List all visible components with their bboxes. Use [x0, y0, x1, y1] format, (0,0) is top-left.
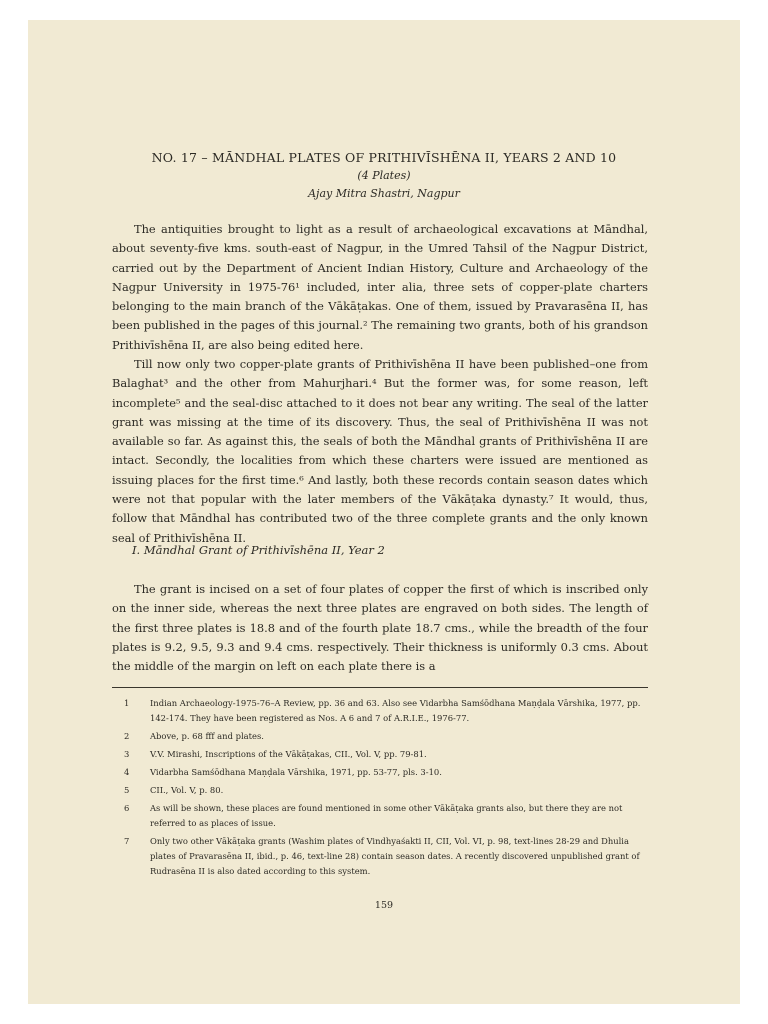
footnote: [124, 765, 644, 780]
page-number: 159: [374, 900, 394, 911]
footnote-divider: [112, 687, 648, 688]
footnote-number: 5: [124, 785, 130, 795]
footnote-text: Only two other Vākāṭaka grants (Washim plates of Vindhyaśakti II, CII, Vol. VI, p. 98, text-lines 28-29 and Dhulia plates of Pravarasēna II, ibid., p. 46, text-line 28) contain season dates. A recently discovered unpublished grant of Rudrasēna II is also dated according to this system.: [150, 836, 640, 876]
footnote-text: As will be shown, these places are found mentioned in some other Vākāṭaka grants also, but there they are not referred to as places of issue.: [150, 803, 623, 828]
footnote: [124, 801, 644, 831]
footnote: [124, 696, 644, 726]
footnote-number: 6: [124, 803, 130, 813]
footnote-number: 2: [124, 731, 130, 741]
footnote: [124, 729, 644, 744]
article-title: NO. 17 – MĀNDHAL PLATES OF PRITHIVĪSHĒNA II, YEARS 2 AND 10: [151, 150, 617, 165]
footnote-number: 1: [124, 698, 130, 708]
paragraph-grants: Till now only two copper-plate grants of Prithivīshēna II have been published–one from Balaghat³ and the other from Mahurjhari.⁴ But the former was, for some reason, left incomplete⁵ and the seal-disc attached to it does not bear any writing. The seal of the latter grant was missing at the time of its discovery. Thus, the seal of Prithivīshēna II was not available so far. As against this, the seals of both the Māndhal grants of Prithivīshēna II are intact. Secondly, the localities from which these charters were issued are mentioned as issuing places for the first time.⁶ And lastly, both these records contain season dates which were not that popular with the later members of the Vākāṭaka dynasty.⁷ It would, thus, follow that Māndhal has contributed two of the three complete grants and the only known seal of Prithivīshēna II.: [112, 357, 648, 545]
section-heading: I. Māndhal Grant of Prithivīshēna II, Year 2: [132, 543, 385, 557]
paragraph-grant-description: The grant is incised on a set of four plates of copper the first of which is inscribed only on the inner side, whereas the next three plates are engraved on both sides. The length of the first three plates is 18.8 and of the fourth plate 18.7 cms., while the breadth of the four plates is 9.2, 9.5, 9.3 and 9.4 cms. respectively. Their thickness is uniformly 0.3 cms. About the middle of the margin on left on each plate there is a: [112, 582, 648, 674]
article-author: Ajay Mitra Shastri, Nagpur: [308, 187, 460, 200]
footnote-text: V.V. Mirashi, Inscriptions of the Vākāṭakas, CII., Vol. V, pp. 79-81.: [150, 749, 427, 759]
footnote: [124, 783, 644, 798]
footnote-number: 7: [124, 836, 130, 846]
footnote-number: 3: [124, 749, 130, 759]
footnote-text: CII., Vol. V, p. 80.: [150, 785, 224, 795]
document-page: [28, 20, 740, 1004]
footnote-text: Above, p. 68 fff and plates.: [150, 731, 264, 741]
footnote: [124, 747, 644, 762]
footnote: [124, 834, 644, 879]
footnotes: [124, 696, 644, 882]
footnote-text: Indian Archaeology-1975-76–A Review, pp. 36 and 63. Also see Vidarbha Samśōdhana Maṇḍala Vārshika, 1977, pp. 142-174. They have been registered as Nos. A 6 and 7 of A.R.I.E., 1976-77.: [150, 698, 641, 723]
paragraph-intro: The antiquities brought to light as a result of archaeological excavations at Māndhal, about seventy-five kms. south-east of Nagpur, in the Umred Tahsil of the Nagpur District, carried out by the Department of Ancient Indian History, Culture and Archaeology of the Nagpur University in 1975-76¹ included, inter alia, three sets of copper-plate charters belonging to the main branch of the Vākāṭakas. One of them, issued by Pravarasēna II, has been published in the pages of this journal.² The remaining two grants, both of his grandson Prithivīshēna II, are also being edited here.: [112, 222, 648, 352]
footnote-number: 4: [124, 767, 130, 777]
article-subtitle: (4 Plates): [357, 169, 411, 182]
footnote-text: Vidarbha Samśōdhana Maṇḍala Vārshika, 1971, pp. 53-77, pls. 3-10.: [150, 767, 442, 777]
